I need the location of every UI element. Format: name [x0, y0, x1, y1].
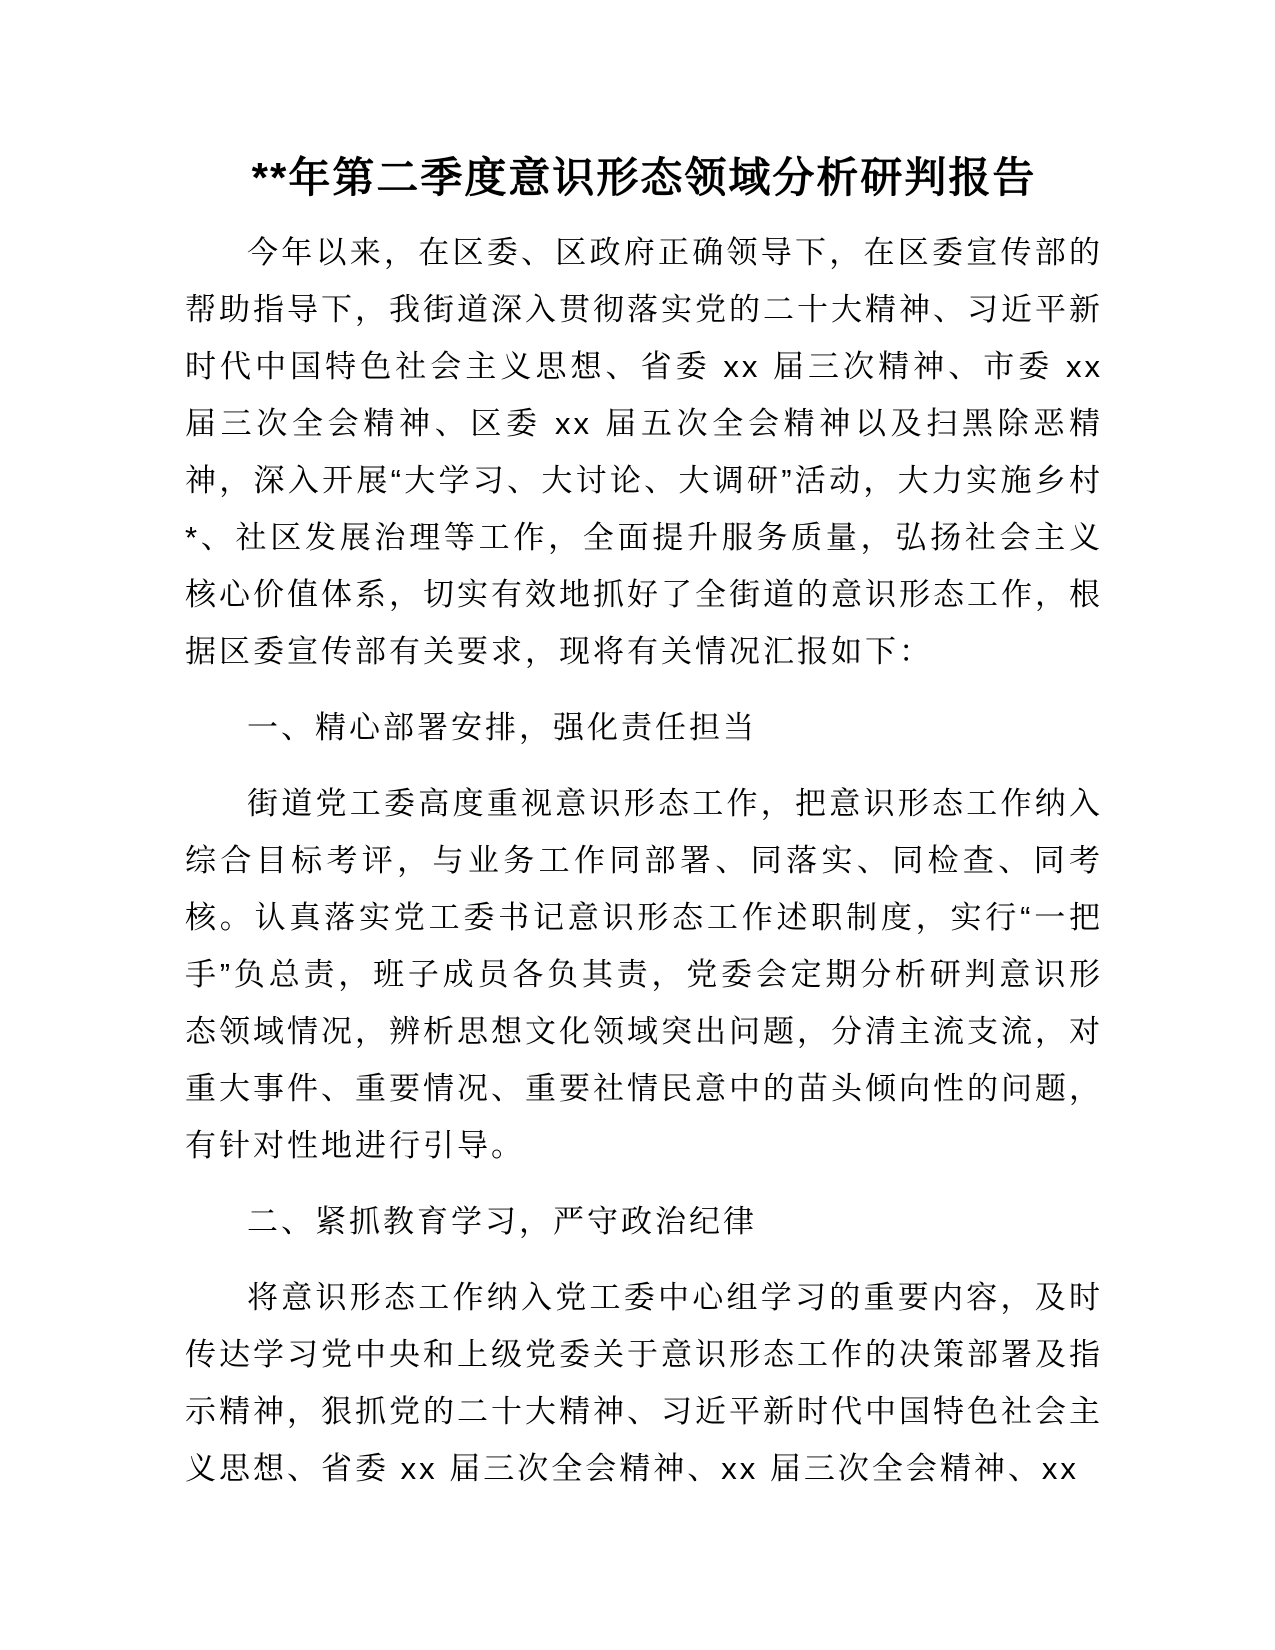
paragraph-section-2: 将意识形态工作纳入党工委中心组学习的重要内容，及时传达学习党中央和上级党委关于意识形态工作的决策部署及指示精神，狠抓党的二十大精神、习近平新时代中国特色社会主义思想、省委 xx 届三次全会精神、xx 届三次全会精神、xx	[185, 1280, 1103, 1486]
paragraph-section-1: 街道党工委高度重视意识形态工作，把意识形态工作纳入综合目标考评，与业务工作同部署、同落实、同检查、同考核。认真落实党工委书记意识形态工作述职制度，实行“一把手”负总责，班子成员各负其责，党委会定期分析研判意识形态领域情况，辨析思想文化领域突出问题，分清主流支流，对重大事件、重要情况、重要社情民意中的苗头倾向性的问题，有针对性地进行引导。	[185, 786, 1103, 1163]
document-title: **年第二季度意识形态领域分析研判报告	[251, 154, 1037, 201]
paragraph-intro: 今年以来，在区委、区政府正确领导下，在区委宣传部的帮助指导下，我街道深入贯彻落实党的二十大精神、习近平新时代中国特色社会主义思想、省委 xx 届三次精神、市委 xx 届三次全会精神、区委 xx 届五次全会精神以及扫黑除恶精神，深入开展“大学习、大讨论、大调研”活动，大力实施乡村*、社区发展治理等工作，全面提升服务质量，弘扬社会主义核心价值体系，切实有效地抓好了全街道的意识形态工作，根据区委宣传部有关要求，现将有关情况汇报如下：	[185, 235, 1103, 669]
section-heading-1: 一、精心部署安排，强化责任担当	[247, 710, 757, 745]
section-heading-2: 二、紧抓教育学习，严守政治纪律	[247, 1204, 757, 1239]
